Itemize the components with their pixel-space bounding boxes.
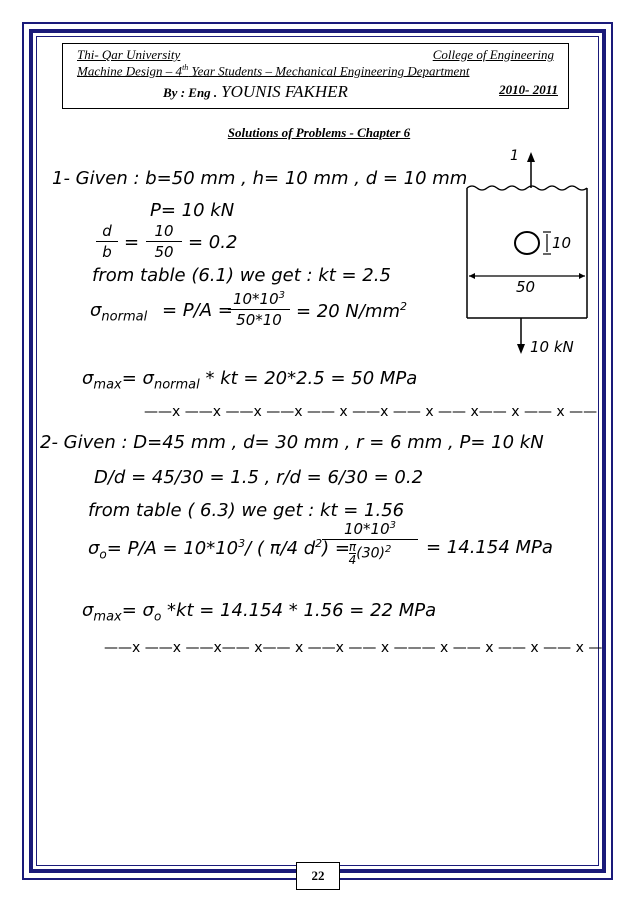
problem1-stress-fraction	[228, 290, 290, 329]
stress-eq-b-exponent: 2	[315, 537, 323, 550]
problem1-force: P= 10 kN	[150, 200, 235, 221]
fraction-bar	[228, 309, 290, 310]
problem1-separator: ——x ——x ——x ——x —— x ——x —— x —— x—— x —— x ——	[144, 404, 598, 420]
sigma-max-eq: = σ	[121, 368, 154, 389]
sigma-max-result: * kt = 20*2.5 = 50 MPa	[199, 368, 418, 389]
stress-eq-a: = P/A = 10*10	[106, 538, 239, 559]
problem2-stress-fraction	[322, 520, 418, 566]
stress-result-value: = 20 N/mm	[296, 301, 401, 322]
sigma-symbol: σ	[88, 538, 100, 559]
academic-year: 2010- 2011	[499, 82, 558, 97]
pi-symbol: π	[348, 540, 357, 554]
course-superscript: th	[182, 63, 189, 72]
plate-top-break-line	[467, 186, 587, 190]
figure-top-load-label: 1	[510, 148, 519, 164]
width-dim-arrow-right	[579, 273, 585, 279]
ratio-numerator: d	[102, 222, 112, 240]
ratio-result: = 0.2	[188, 232, 238, 253]
sigma-normal-subscript: normal	[153, 377, 200, 393]
problem1-ratio-values	[146, 222, 182, 261]
plate-hole	[515, 232, 539, 254]
diameter-exponent: 2	[385, 543, 392, 555]
sigma-max-result: *kt = 14.154 * 1.56 = 22 MPa	[161, 600, 437, 621]
stress-numerator-exponent: 3	[278, 290, 286, 301]
problem2-nominal-result: = 14.154 MPa	[426, 537, 553, 558]
figure-width-dim-label: 50	[516, 278, 536, 296]
problem1-ratio-symbolic	[96, 222, 118, 261]
stress-denominator: 50*10	[236, 311, 282, 329]
author-prefix: By : Eng .	[163, 85, 218, 100]
sigma-o-subscript: o	[153, 609, 162, 624]
sigma-symbol: σ	[82, 600, 94, 621]
college-name: College of Engineering	[432, 47, 554, 62]
diameter-term: (30)	[356, 545, 385, 562]
page-title: Solutions of Problems - Chapter 6	[227, 125, 411, 140]
pi-denominator: 4	[348, 553, 357, 567]
stress-numerator: 10*10	[232, 290, 279, 308]
fraction-bar	[146, 241, 182, 242]
problem2-ratios: D/d = 45/30 = 1.5 , r/d = 6/30 = 0.2	[94, 467, 424, 488]
fraction-numerator: 10*10	[343, 520, 390, 538]
header-row-course	[77, 63, 554, 79]
problem1-sigma-max	[82, 368, 417, 393]
figure-hole-dim-label: 10	[552, 234, 572, 252]
stress-eq-a-exponent: 3	[238, 537, 246, 550]
figure-bottom-load-label: 10 kN	[530, 338, 574, 356]
stress-eq-c: ) =	[322, 538, 350, 559]
sigma-symbol: σ	[82, 368, 94, 389]
fraction-numerator-exponent: 3	[389, 520, 397, 531]
sigma-subscript: normal	[101, 309, 148, 325]
sigma-symbol: σ	[90, 300, 102, 321]
problem2-nominal-stress	[88, 537, 350, 562]
ratio-denominator: b	[102, 243, 112, 261]
document-header	[62, 43, 569, 109]
problem2-given: 2- Given : D=45 mm , d= 30 mm , r = 6 mm , P= 10 kN	[40, 432, 544, 453]
sigma-subscript: o	[99, 547, 107, 562]
bottom-load-arrow-head	[517, 344, 525, 354]
sigma-subscript: max	[93, 377, 122, 393]
ratio-value-denominator: 50	[154, 243, 174, 261]
problem2-separator: ——x ——x ——x—— x—— x ——x —— x ——— x —— x —— x —— x —	[104, 640, 603, 656]
ratio-value-numerator: 10	[154, 222, 174, 240]
course-prefix: Machine Design – 4	[77, 63, 183, 79]
sigma-subscript: max	[93, 609, 122, 625]
problem1-given: 1- Given : b=50 mm , h= 10 mm , d = 10 mm	[52, 168, 468, 189]
width-dim-arrow-left	[469, 273, 475, 279]
problem1-table-kt: from table (6.1) we get : kt = 2.5	[92, 265, 391, 286]
course-suffix: Year Students – Mechanical Engineering Department	[188, 63, 470, 79]
page-number: 22	[296, 862, 340, 890]
problem2-sigma-max	[82, 600, 436, 625]
university-name: Thi- Qar University	[77, 47, 181, 62]
header-row-author	[163, 82, 558, 102]
sigma-max-eq: = σ	[121, 600, 154, 621]
equals-sign: =	[124, 232, 140, 253]
stress-equation: = P/A =	[162, 300, 233, 321]
top-load-arrow-head	[527, 152, 535, 162]
stress-result	[296, 300, 407, 322]
plate-diagram	[455, 148, 605, 358]
author-name: YOUNIS FAKHER	[221, 82, 348, 101]
stress-eq-b: / ( π/4 d	[245, 538, 316, 559]
fraction-bar	[322, 539, 418, 540]
problem1-sigma-normal	[90, 300, 147, 325]
fraction-bar	[96, 241, 118, 242]
header-row-institution	[77, 47, 554, 63]
problem2-table-kt: from table ( 6.3) we get : kt = 1.56	[88, 500, 405, 521]
stress-result-exponent: 2	[400, 300, 408, 313]
